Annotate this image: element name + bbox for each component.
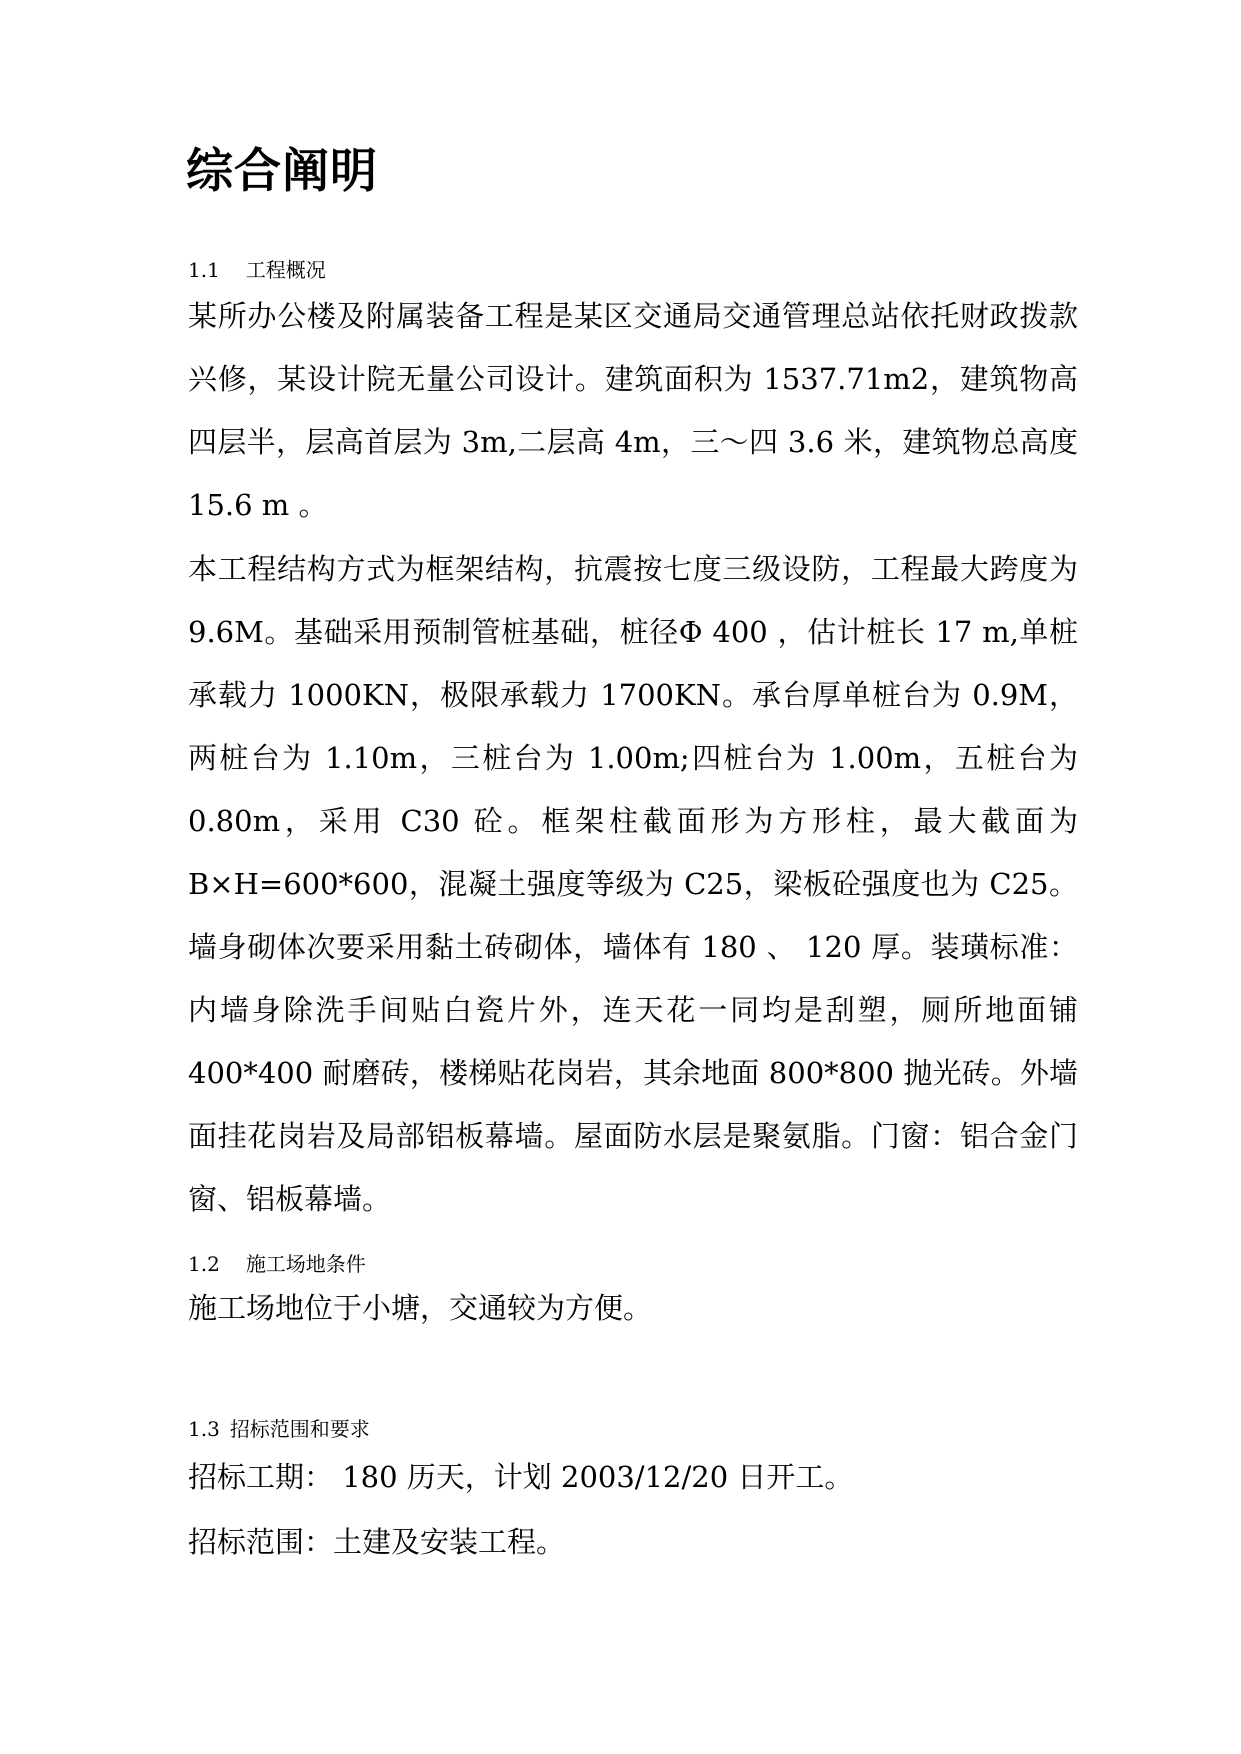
- document-title: 综合阐明: [186, 144, 378, 199]
- section-heading-text: 招标范围和要求: [229, 1417, 370, 1441]
- section-number: 1.1: [188, 258, 220, 282]
- paragraph-tender-scope: 招标范围：土建及安装工程。: [188, 1525, 566, 1559]
- section-number: 1.3: [188, 1417, 220, 1441]
- section-heading-1-3: [188, 1416, 370, 1442]
- section-heading-text: 施工场地条件: [245, 1252, 366, 1276]
- section-heading-text: 工程概况: [245, 258, 326, 282]
- paragraph-site-conditions: 施工场地位于小塘，交通较为方便。: [188, 1291, 653, 1325]
- paragraph-tender-period: 招标工期： 180 历天，计划 2003/12/20 日开工。: [188, 1460, 854, 1494]
- section-heading-1-1: [188, 257, 326, 283]
- section-number: 1.2: [188, 1252, 220, 1276]
- section-heading-1-2: [188, 1251, 366, 1277]
- paragraph-structure-details: 本工程结构方式为框架结构，抗震按七度三级设防，工程最大跨度为 9.6M。基础采用预制管桩基础，桩径Φ 400 ，估计桩长 17 m,单桩承载力 1000KN，极限承载力 1700KN。承台厚单桩台为 0.9M，两桩台为 1.10m，三桩台为 1.00m;四桩台为 1.00m，五桩台为 0.80m，采用 C30 砼。框架柱截面形为方形柱，最大截面为 B×H=600*600，混凝土强度等级为 C25，梁板砼强度也为 C25。墙身砌体次要采用黏土砖砌体，墙体有 180 、 120 厚。装璜标准：内墙身除洗手间贴白瓷片外，连天花一同均是刮塑，厕所地面铺 400*400 耐磨砖，楼梯贴花岗岩，其余地面 800*800 抛光砖。外墙面挂花岗岩及局部铝板幕墙。屋面防水层是聚氨脂。门窗：铝合金门窗、铝板幕墙。: [188, 552, 1078, 1216]
- paragraph-project-overview: 某所办公楼及附属装备工程是某区交通局交通管理总站依托财政拨款兴修，某设计院无量公司设计。建筑面积为 1537.71m2，建筑物高四层半，层高首层为 3m,二层高 4m，三～四 3.6 米，建筑物总高度 15.6 m 。: [188, 299, 1078, 522]
